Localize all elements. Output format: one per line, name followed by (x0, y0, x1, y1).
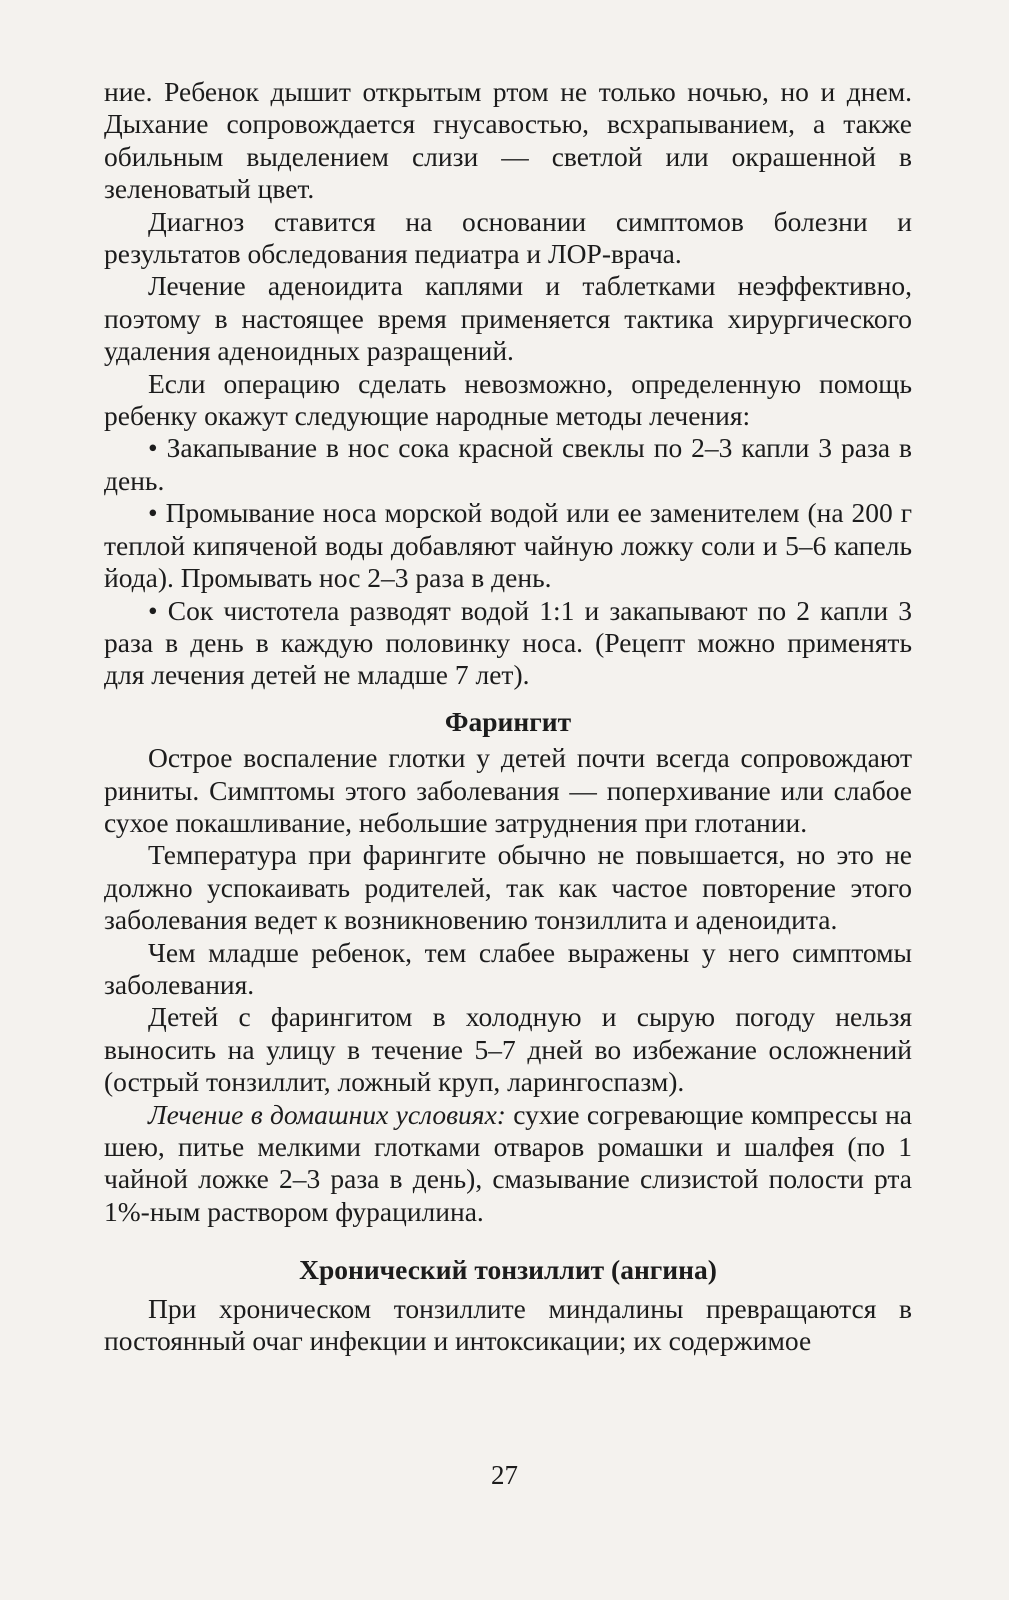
paragraph-continuation: ние. Ребенок дышит открытым ртом не только ночью, но и днем. Дыхание сопровождается гнусавостью, всхрапыванием, а также обильным выделением слизи — светлой или окрашенной в зеленоватый цвет. (104, 76, 912, 205)
paragraph-tonsillitis: При хроническом тонзиллите миндалины превращаются в постоянный очаг инфекции и интоксикации; их содержимое (104, 1292, 912, 1357)
paragraph-home-treatment (104, 1099, 912, 1229)
section-heading-tonsillitis: Хронический тонзиллит (ангина) (299, 1254, 717, 1286)
section-heading-pharyngitis: Фарингит (444, 705, 572, 737)
paragraph-folk-methods-intro: Если операцию сделать невозможно, определенную помощь ребенку окажут следующие народные методы лечения: (104, 367, 912, 432)
paragraph-pharyngitis-age: Чем младше ребенок, тем слабее выражены у него симптомы заболевания. (104, 936, 912, 1000)
paragraph-pharyngitis-weather: Детей с фарингитом в холодную и сырую погоду нельзя выносить на улицу в течение 5–7 дней во избежание осложнений (острый тонзиллит, ложный круп, ларингоспазм). (104, 1001, 912, 1098)
paragraph-treatment: Лечение аденоидита каплями и таблетками неэффективно, поэтому в настоящее время применяется тактика хирургического удаления аденоидных разращений. (104, 270, 912, 367)
paragraph-pharyngitis-temperature: Температура при фарингите обычно не повышается, но это не должно успокаивать родителей, так как частое повторение этого заболевания ведет к возникновению тонзиллита и аденоидита. (104, 839, 912, 936)
list-item-beet-juice: • Закапывание в нос сока красной свеклы по 2–3 капли 3 раза в день. (104, 432, 912, 496)
paragraph-pharyngitis-symptoms: Острое воспаление глотки у детей почти всегда сопровождают риниты. Симптомы этого заболевания — поперхивание или слабое сухое покашливание, небольшие затруднения при глотании. (104, 742, 912, 838)
page-text (104, 76, 912, 1357)
home-treatment-text: сухие согревающие компрессы на шею, питье мелкими глотками отваров ромашки и шалфея (по 1 чайной ложке 2–3 раза в день), смазывание слизистой полости рта 1%-ным раствором фурацилина. (104, 1098, 912, 1227)
paragraph-diagnosis: Диагноз ставится на основании симптомов болезни и результатов обследования педиатра и ЛОР-врача. (104, 205, 912, 270)
page-number: 27 (491, 1460, 518, 1490)
home-treatment-lead-in: Лечение в домашних условиях: (148, 1098, 506, 1130)
list-item-celandine: • Сок чистотела разводят водой 1:1 и закапывают по 2 капли 3 раза в день в каждую половинку носа. (Рецепт можно применять для лечения детей не младше 7 лет). (104, 594, 912, 691)
list-item-sea-water: • Промывание носа морской водой или ее заменителем (на 200 г теплой кипяченой воды добавляют чайную ложку соли и 5–6 капель йода). Промывать нос 2–3 раза в день. (104, 497, 912, 594)
